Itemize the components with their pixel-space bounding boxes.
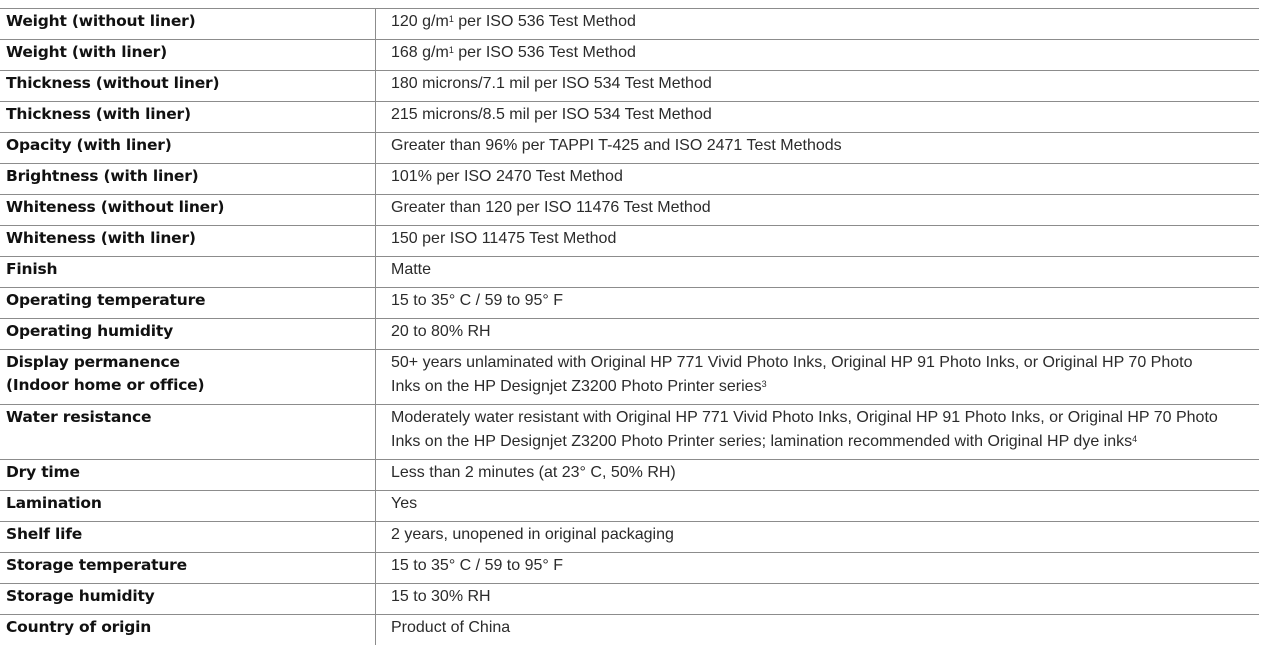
spec-value: 15 to 30% RH xyxy=(376,584,1260,615)
spec-value: 15 to 35° C / 59 to 95° F xyxy=(376,288,1260,319)
table-row xyxy=(0,9,1259,40)
spec-value: 50+ years unlaminated with Original HP 771 Vivid Photo Inks, Original HP 91 Photo Inks, or Original HP 70 Photo Inks on the HP Designjet Z3200 Photo Printer series$^3$ xyxy=(376,350,1260,405)
table-row xyxy=(0,257,1259,288)
spec-label: Whiteness (without liner) xyxy=(0,195,376,226)
spec-value: Yes xyxy=(376,491,1260,522)
spec-value: 180 microns/7.1 mil per ISO 534 Test Method xyxy=(376,71,1260,102)
spec-label: Operating temperature xyxy=(0,288,376,319)
table-row xyxy=(0,164,1259,195)
table-row xyxy=(0,460,1259,491)
spec-value: Moderately water resistant with Original HP 771 Vivid Photo Inks, Original HP 91 Photo Inks, or Original HP 70 Photo Inks on the HP Designjet Z3200 Photo Printer series; lamination recommended with Original HP dye inks$^4$ xyxy=(376,405,1260,460)
spec-value: 2 years, unopened in original packaging xyxy=(376,522,1260,553)
spec-label: Opacity (with liner) xyxy=(0,133,376,164)
spec-label: Weight (with liner) xyxy=(0,40,376,71)
spec-label: Water resistance xyxy=(0,405,376,460)
spec-label: Lamination xyxy=(0,491,376,522)
spec-value: 120 $g/m^1$ per ISO 536 Test Method xyxy=(376,9,1260,40)
table-row xyxy=(0,319,1259,350)
spec-value: 15 to 35° C / 59 to 95° F xyxy=(376,553,1260,584)
table-row xyxy=(0,522,1259,553)
spec-value: Greater than 120 per ISO 11476 Test Method xyxy=(376,195,1260,226)
spec-value: Matte xyxy=(376,257,1260,288)
table-row xyxy=(0,584,1259,615)
spec-label: Whiteness (with liner) xyxy=(0,226,376,257)
table-row xyxy=(0,288,1259,319)
spec-label: Thickness (with liner) xyxy=(0,102,376,133)
spec-label: Operating humidity xyxy=(0,319,376,350)
spec-value: 20 to 80% RH xyxy=(376,319,1260,350)
spec-label: Storage humidity xyxy=(0,584,376,615)
spec-label: Brightness (with liner) xyxy=(0,164,376,195)
spec-label: Display permanence (Indoor home or office) xyxy=(0,350,376,405)
table-row xyxy=(0,350,1259,405)
spec-label: Shelf life xyxy=(0,522,376,553)
spec-label: Dry time xyxy=(0,460,376,491)
table-row xyxy=(0,133,1259,164)
spec-table xyxy=(0,8,1259,645)
table-row xyxy=(0,226,1259,257)
spec-label: Storage temperature xyxy=(0,553,376,584)
spec-value: Greater than 96% per TAPPI T-425 and ISO 2471 Test Methods xyxy=(376,133,1260,164)
spec-value: 101% per ISO 2470 Test Method xyxy=(376,164,1260,195)
spec-value: Product of China xyxy=(376,615,1260,645)
spec-label: Weight (without liner) xyxy=(0,9,376,40)
table-row xyxy=(0,553,1259,584)
spec-value: Less than 2 minutes (at 23° C, 50% RH) xyxy=(376,460,1260,491)
table-row xyxy=(0,195,1259,226)
spec-value: 150 per ISO 11475 Test Method xyxy=(376,226,1260,257)
spec-label: Thickness (without liner) xyxy=(0,71,376,102)
spec-value: 215 microns/8.5 mil per ISO 534 Test Method xyxy=(376,102,1260,133)
table-row xyxy=(0,40,1259,71)
spec-value: 168 $g/m^1$ per ISO 536 Test Method xyxy=(376,40,1260,71)
table-row xyxy=(0,405,1259,460)
table-row xyxy=(0,491,1259,522)
table-row xyxy=(0,102,1259,133)
spec-label: Finish xyxy=(0,257,376,288)
spec-label: Country of origin xyxy=(0,615,376,645)
table-row xyxy=(0,71,1259,102)
